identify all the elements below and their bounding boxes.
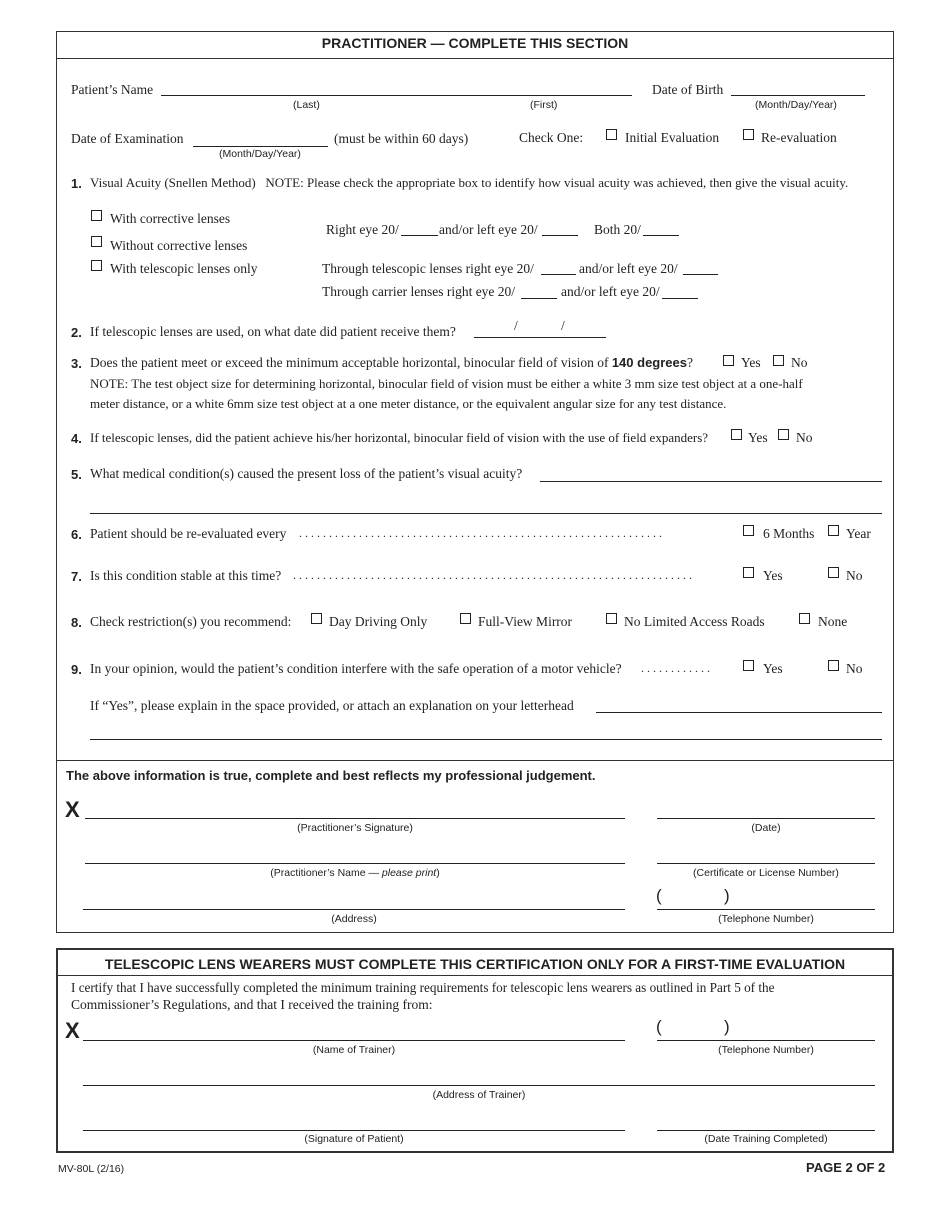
q3-no-label: No bbox=[791, 355, 808, 370]
day-driving-checkbox[interactable] bbox=[311, 613, 322, 624]
q1-text: Visual Acuity (Snellen Method) NOTE: Please check the appropriate box to identify how visual acuity was achieved, then give the visual acuity. bbox=[90, 175, 849, 190]
q3-number: 3. bbox=[71, 356, 82, 371]
trainer-name-caption: (Name of Trainer) bbox=[312, 1044, 396, 1056]
q3-yes-checkbox[interactable] bbox=[723, 355, 734, 366]
telescopic-right-field[interactable] bbox=[541, 274, 576, 275]
patient-signature-field[interactable] bbox=[83, 1130, 625, 1131]
q3-text-line bbox=[90, 355, 693, 371]
practitioner-section bbox=[56, 31, 894, 933]
trainer-phone-paren-open: ( bbox=[656, 1017, 662, 1036]
q4-yes-label: Yes bbox=[748, 430, 768, 445]
practitioner-signature-caption: (Practitioner’s Signature) bbox=[297, 822, 413, 834]
q7-text: Is this condition stable at this time? bbox=[90, 568, 282, 583]
re-evaluation-checkbox[interactable] bbox=[743, 129, 754, 140]
q3-note-line2: meter distance, or a white 6mm size test object at a one meter distance, or the equivalent angular size for any test distance. bbox=[90, 396, 727, 411]
q1-number: 1. bbox=[71, 176, 82, 191]
q5-answer-field-1[interactable] bbox=[540, 481, 882, 482]
left-eye-field[interactable] bbox=[542, 235, 578, 236]
q9-yes-label: Yes bbox=[763, 661, 783, 676]
q6-text: Patient should be re-evaluated every bbox=[90, 526, 287, 541]
q7-number: 7. bbox=[71, 569, 82, 584]
phone-paren-close: ) bbox=[724, 886, 730, 905]
q2-date-field[interactable] bbox=[474, 337, 606, 338]
telescopic-right-label: Through telescopic lenses right eye 20/ bbox=[322, 261, 534, 276]
exam-date-field[interactable] bbox=[193, 146, 328, 147]
q4-no-label: No bbox=[796, 430, 813, 445]
q4-number: 4. bbox=[71, 431, 82, 446]
practitioner-signature-field[interactable] bbox=[85, 818, 625, 819]
trainer-address-caption: (Address of Trainer) bbox=[432, 1089, 526, 1101]
q8-text: Check restriction(s) you recommend: bbox=[90, 614, 292, 629]
trainer-x-mark: X bbox=[65, 1018, 80, 1043]
dob-caption: (Month/Day/Year) bbox=[755, 99, 837, 111]
full-view-mirror-checkbox[interactable] bbox=[460, 613, 471, 624]
training-date-field[interactable] bbox=[657, 1130, 875, 1131]
q9-no-checkbox[interactable] bbox=[828, 660, 839, 671]
attestation-divider bbox=[56, 760, 894, 761]
q7-leader-dots: . . . . . . . . . . . . . . . . . . . . . . . . . . . . . . . . . . . . . . . . . . . . . . . . . . . . . . . . . . . . . . . . . . . bbox=[293, 568, 692, 582]
none-checkbox[interactable] bbox=[799, 613, 810, 624]
right-eye-label: Right eye 20/ bbox=[326, 222, 399, 237]
initial-evaluation-label: Initial Evaluation bbox=[625, 130, 720, 145]
q9-leader-dots: . . . . . . . . . . . . bbox=[641, 661, 710, 675]
practitioner-title: PRACTITIONER — COMPLETE THIS SECTION bbox=[321, 35, 629, 51]
with-corrective-label: With corrective lenses bbox=[110, 211, 231, 226]
q2-number: 2. bbox=[71, 325, 82, 340]
telescopic-title: TELESCOPIC LENS WEARERS MUST COMPLETE THIS CERTIFICATION ONLY FOR A FIRST-TIME EVALUATION bbox=[104, 956, 846, 972]
name-caption-italic: please print bbox=[381, 867, 437, 879]
q9-explain-field-1[interactable] bbox=[596, 712, 882, 713]
carrier-right-field[interactable] bbox=[521, 298, 557, 299]
year-label: Year bbox=[846, 526, 871, 541]
practitioner-phone-caption: (Telephone Number) bbox=[718, 913, 814, 925]
telescopic-left-field[interactable] bbox=[683, 274, 718, 275]
exam-date-label: Date of Examination bbox=[71, 131, 184, 146]
carrier-left-field[interactable] bbox=[662, 298, 698, 299]
license-number-caption: (Certificate or License Number) bbox=[693, 867, 839, 879]
full-view-mirror-label: Full-View Mirror bbox=[478, 614, 573, 629]
q7-no-label: No bbox=[846, 568, 863, 583]
telescopic-only-checkbox[interactable] bbox=[91, 260, 102, 271]
practitioner-address-caption: (Address) bbox=[331, 913, 377, 925]
q2-slash-1: / bbox=[514, 318, 518, 333]
exam-date-caption: (Month/Day/Year) bbox=[219, 148, 301, 160]
q3-note-line1: NOTE: The test object size for determining horizontal, binocular field of vision must be either a white 3 mm size test object at a one-half bbox=[90, 376, 803, 391]
q3-no-checkbox[interactable] bbox=[773, 355, 784, 366]
q6-number: 6. bbox=[71, 527, 82, 542]
q9-no-label: No bbox=[846, 661, 863, 676]
day-driving-label: Day Driving Only bbox=[329, 614, 428, 629]
q2-slash-2: / bbox=[561, 318, 565, 333]
trainer-address-field[interactable] bbox=[83, 1085, 875, 1086]
practitioner-address-field[interactable] bbox=[83, 909, 625, 910]
year-checkbox[interactable] bbox=[828, 525, 839, 536]
signature-x-mark: X bbox=[65, 797, 80, 822]
no-limited-access-checkbox[interactable] bbox=[606, 613, 617, 624]
left-eye-label: and/or left eye 20/ bbox=[439, 222, 538, 237]
q6-leader-dots: . . . . . . . . . . . . . . . . . . . . . . . . . . . . . . . . . . . . . . . . . . . . . . . . . . . . . . . . . . . . . bbox=[299, 526, 662, 540]
without-corrective-checkbox[interactable] bbox=[91, 236, 102, 247]
first-caption: (First) bbox=[530, 99, 558, 111]
six-months-checkbox[interactable] bbox=[743, 525, 754, 536]
q9-number: 9. bbox=[71, 662, 82, 677]
re-evaluation-label: Re-evaluation bbox=[761, 130, 837, 145]
initial-evaluation-checkbox[interactable] bbox=[606, 129, 617, 140]
signature-date-field[interactable] bbox=[657, 818, 875, 819]
patient-name-field[interactable] bbox=[161, 95, 632, 96]
phone-paren-open: ( bbox=[656, 886, 662, 905]
telescopic-only-label: With telescopic lenses only bbox=[110, 261, 258, 276]
carrier-left-label: and/or left eye 20/ bbox=[561, 284, 660, 299]
training-date-caption: (Date Training Completed) bbox=[704, 1133, 828, 1145]
form-id: MV-80L (2/16) bbox=[58, 1163, 125, 1175]
q4-text: If telescopic lenses, did the patient achieve his/her horizontal, binocular field of vision with the use of field expanders? bbox=[90, 430, 709, 445]
carrier-right-label: Through carrier lenses right eye 20/ bbox=[322, 284, 516, 299]
q5-text: What medical condition(s) caused the present loss of the patient’s visual acuity? bbox=[90, 466, 523, 481]
q8-number: 8. bbox=[71, 615, 82, 630]
q9-text: In your opinion, would the patient’s condition interfere with the safe operation of a motor vehicle? bbox=[90, 661, 622, 676]
exam-date-note: (must be within 60 days) bbox=[334, 131, 469, 146]
practitioner-name-field[interactable] bbox=[85, 863, 625, 864]
q3-text: Does the patient meet or exceed the minimum acceptable horizontal, binocular field of vision of bbox=[90, 355, 609, 370]
patient-name-label: Patient’s Name bbox=[71, 82, 154, 97]
name-caption-end: ) bbox=[436, 867, 440, 879]
q7-yes-label: Yes bbox=[763, 568, 783, 583]
trainer-phone-field[interactable] bbox=[657, 1040, 875, 1041]
q3-bold-degrees: 140 degrees bbox=[611, 355, 687, 370]
patient-signature-caption: (Signature of Patient) bbox=[304, 1133, 404, 1145]
q4-yes-checkbox[interactable] bbox=[731, 429, 742, 440]
both-label: Both 20/ bbox=[594, 222, 641, 237]
telescopic-text-line2: Commissioner’s Regulations, and that I received the training from: bbox=[71, 997, 433, 1012]
license-number-field[interactable] bbox=[657, 863, 875, 864]
q7-yes-checkbox[interactable] bbox=[743, 567, 754, 578]
q9-explain-field-2[interactable] bbox=[90, 739, 882, 740]
trainer-name-field[interactable] bbox=[83, 1040, 625, 1041]
q2-text: If telescopic lenses are used, on what date did patient receive them? bbox=[90, 324, 456, 339]
q9-yes-checkbox[interactable] bbox=[743, 660, 754, 671]
attestation-statement: The above information is true, complete and best reflects my professional judgement. bbox=[66, 768, 596, 783]
q4-no-checkbox[interactable] bbox=[778, 429, 789, 440]
page-number: PAGE 2 OF 2 bbox=[806, 1160, 886, 1175]
right-eye-field[interactable] bbox=[401, 235, 438, 236]
signature-date-caption: (Date) bbox=[751, 822, 781, 834]
q9-explain-label: If “Yes”, please explain in the space provided, or attach an explanation on your letterhead bbox=[90, 698, 574, 713]
q7-no-checkbox[interactable] bbox=[828, 567, 839, 578]
q3-question-mark: ? bbox=[687, 355, 693, 370]
header-divider bbox=[56, 58, 894, 59]
trainer-phone-caption: (Telephone Number) bbox=[718, 1044, 814, 1056]
q5-number: 5. bbox=[71, 467, 82, 482]
q5-answer-field-2[interactable] bbox=[90, 513, 882, 514]
telescopic-header-divider bbox=[56, 975, 894, 976]
both-field[interactable] bbox=[643, 235, 679, 236]
last-caption: (Last) bbox=[293, 99, 320, 111]
six-months-label: 6 Months bbox=[763, 526, 815, 541]
telescopic-text-line1: I certify that I have successfully completed the minimum training requirements for telescopic lens wearers as outlined in Part 5 of the bbox=[71, 980, 775, 995]
name-caption-start: (Practitioner’s Name — bbox=[270, 867, 382, 879]
none-label: None bbox=[818, 614, 848, 629]
trainer-phone-paren-close: ) bbox=[724, 1017, 730, 1036]
dob-field[interactable] bbox=[731, 95, 865, 96]
q3-yes-label: Yes bbox=[741, 355, 761, 370]
no-limited-access-label: No Limited Access Roads bbox=[624, 614, 765, 629]
practitioner-name-caption bbox=[85, 867, 625, 879]
practitioner-phone-field[interactable] bbox=[657, 909, 875, 910]
telescopic-left-label: and/or left eye 20/ bbox=[579, 261, 678, 276]
dob-label: Date of Birth bbox=[652, 82, 724, 97]
with-corrective-checkbox[interactable] bbox=[91, 210, 102, 221]
check-one-label: Check One: bbox=[519, 130, 584, 145]
without-corrective-label: Without corrective lenses bbox=[110, 238, 248, 253]
